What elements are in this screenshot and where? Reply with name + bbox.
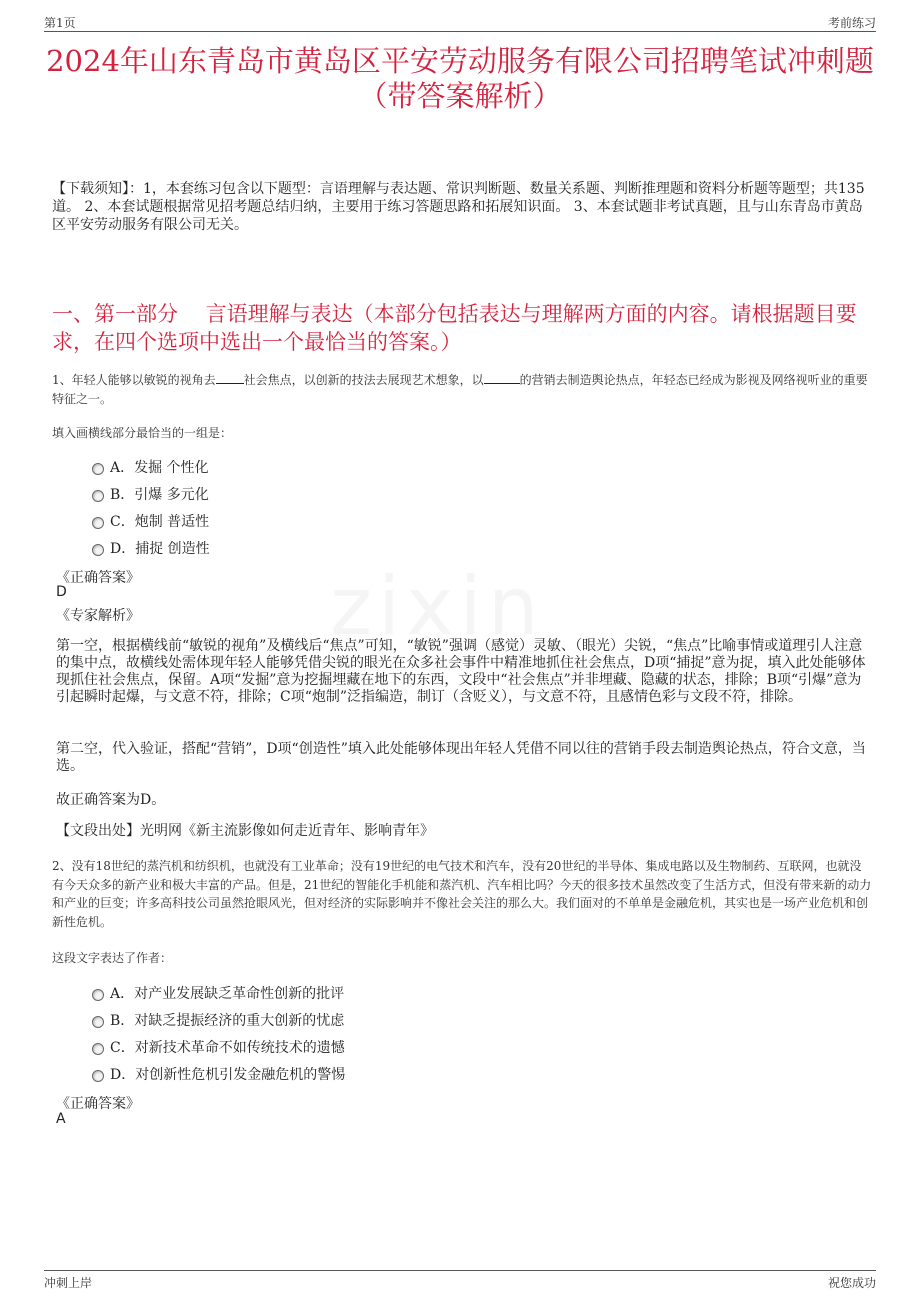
option-label: C．炮制 普适性 <box>110 514 210 530</box>
question-1-part-b: 社会焦点，以创新的技法去展现艺术想象，以 <box>243 373 484 387</box>
question-1-part-c: 的营销去制造舆论热点，年轻态已经成为影视及网络视听业的重要特征之一。 <box>52 373 868 406</box>
page-number: 第1页 <box>44 16 76 30</box>
footer-right: 祝您成功 <box>827 1276 876 1290</box>
question-2-option-a[interactable] <box>92 983 344 1003</box>
radio-icon[interactable] <box>92 517 104 529</box>
question-2-text: 2、没有18世纪的蒸汽机和纺织机，也就没有工业革命；没有19世纪的电气技术和汽车，没有20世纪的半导体、集成电路以及生物制药、互联网，也就没有今天众多的新产业和极大丰富的产品。但是，21世纪的智能化手机能和蒸汽机、汽车相比吗？今天的很多技术虽然改变了生活方式，但没有带来新的动力和产业的巨变；许多高科技公司虽然抢眼风光，但对经济的实际影响并不像社会关注的那么大。我们面对的不单单是金融危机，其实也是一场产业危机和创新性危机。 <box>52 859 872 929</box>
footer-left: 冲刺上岸 <box>44 1276 93 1290</box>
option-label: C．对新技术革命不如传统技术的遗憾 <box>110 1040 345 1056</box>
page-header <box>44 14 876 32</box>
question-2-option-c[interactable] <box>92 1037 345 1057</box>
header-tag: 考前练习 <box>827 16 876 30</box>
source-citation: 【文段出处】光明网《新主流影像如何走近青年、影响青年》 <box>56 823 434 839</box>
radio-icon[interactable] <box>92 463 104 475</box>
question-1-text <box>52 371 872 409</box>
option-label: B．对缺乏提振经济的重大创新的忧虑 <box>110 1013 345 1029</box>
question-1-option-a[interactable] <box>92 457 209 477</box>
radio-icon[interactable] <box>92 1070 104 1082</box>
question-1-option-d[interactable] <box>92 538 210 558</box>
answer-label: 《正确答案》 <box>56 1096 140 1112</box>
option-label: B．引爆 多元化 <box>110 487 209 503</box>
radio-icon[interactable] <box>92 544 104 556</box>
answer-value: A <box>56 1111 66 1127</box>
page-footer <box>44 1270 876 1288</box>
section-title: 一、第一部分 言语理解与表达（本部分包括表达与理解两方面的内容。请根据题目要求，在四个选项中选出一个最恰当的答案。） <box>52 302 857 354</box>
option-label: A．对产业发展缺乏革命性创新的批评 <box>110 986 345 1002</box>
analysis-label: 《专家解析》 <box>56 608 140 624</box>
radio-icon[interactable] <box>92 490 104 502</box>
analysis-conclusion: 故正确答案为D。 <box>56 792 166 808</box>
blank-2 <box>484 372 520 384</box>
document-title: 2024年山东青岛市黄岛区平安劳动服务有限公司招聘笔试冲刺题（带答案解析） <box>46 44 874 113</box>
radio-icon[interactable] <box>92 1043 104 1055</box>
option-label: D．捕捉 创造性 <box>110 541 210 557</box>
question-2-option-d[interactable] <box>92 1064 345 1084</box>
question-2-option-b[interactable] <box>92 1010 344 1030</box>
radio-icon[interactable] <box>92 989 104 1001</box>
option-label: D．对创新性危机引发金融危机的警惕 <box>110 1067 346 1083</box>
blank-1 <box>216 372 244 384</box>
question-1-prompt: 填入画横线部分最恰当的一组是： <box>52 426 233 440</box>
answer-value: D <box>56 584 67 600</box>
watermark: zixin <box>330 560 545 653</box>
question-1-option-b[interactable] <box>92 484 209 504</box>
download-notice: 【下载须知】：1，本套练习包含以下题型：言语理解与表达题、常识判断题、数量关系题、判断推理题和资料分析题等题型；共135道。 2、本套试题根据常见招考题总结归纳，主要用于练习答题思路和拓展知识面。 3、本套试题非考试真题，且与山东青岛市黄岛区平安劳动服务有限公司无关。 <box>52 181 865 233</box>
question-1-option-c[interactable] <box>92 511 209 531</box>
question-2-prompt: 这段文字表达了作者： <box>52 951 173 965</box>
question-1-part-a: 1、年轻人能够以敏锐的视角去 <box>52 373 216 387</box>
analysis-paragraph-1: 第一空，根据横线前“敏锐的视角”及横线后“焦点”可知，“敏锐”强调（感觉）灵敏、（眼光）尖锐，“焦点”比喻事情或道理引人注意的集中点，故横线处需体现年轻人能够凭借尖锐的眼光在众多社会事件中精准地抓住社会焦点，D项“捕捉”意为捉，填入此处能够体现抓住社会焦点，保留。A项“发掘”意为挖掘埋藏在地下的东西，文段中“社会焦点”并非埋藏、隐藏的状态，排除；B项“引爆”意为引起瞬时起爆，与文意不符，排除；C项“炮制”泛指编造，制订（含贬义），与文意不符，且感情色彩与文段不符，排除。 <box>56 638 866 705</box>
radio-icon[interactable] <box>92 1016 104 1028</box>
option-label: A．发掘 个性化 <box>110 460 209 476</box>
answer-label: 《正确答案》 <box>56 570 140 586</box>
analysis-paragraph-2: 第二空，代入验证，搭配“营销”，D项“创造性”填入此处能够体现出年轻人凭借不同以往的营销手段去制造舆论热点，符合文意，当选。 <box>56 741 866 774</box>
